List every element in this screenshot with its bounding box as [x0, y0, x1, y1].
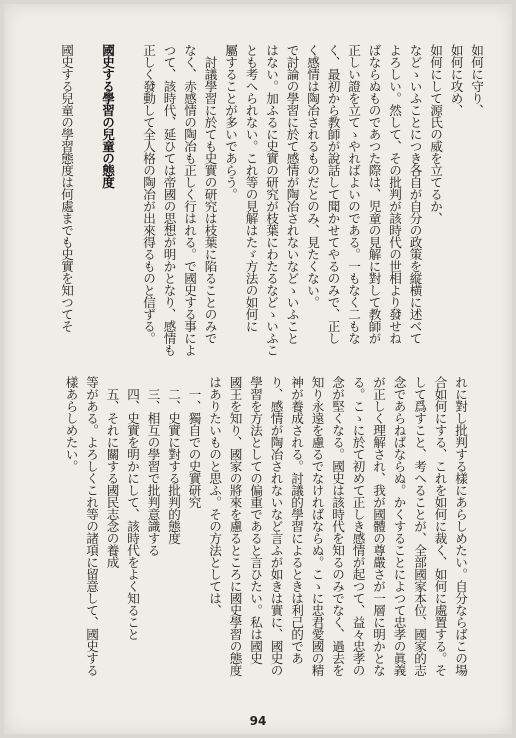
text-line — [76, 44, 97, 344]
text-line: 屬することが多いであらう。 — [223, 44, 238, 200]
list-item: 一、獨自での史實研究 — [186, 388, 202, 508]
text-line: 神が養成される。討議的學習によるときは利己的であ — [289, 376, 304, 664]
list-item: 三、相互の學習で批判意識する — [145, 388, 161, 556]
text-line: ばならぬものであつた際は、児童の見解に對して教師が — [366, 44, 382, 344]
text-line: 正しい證を立てゝやればよいのである。一もなく二もな — [346, 44, 361, 344]
text-line: 念が堅くなる。國史は該時代を知るのみでなく、過去を — [330, 376, 345, 676]
text-line: 討議學習に於ても史實の研究は枝葉に陷ることのみで — [202, 44, 218, 344]
text-line: く感情は陶冶されるものだとのみ、見たくない。 — [305, 44, 320, 308]
list-item: 二、史實に對する批判的態度 — [166, 388, 181, 544]
text-line: とも考へられない。これ等の見解はたゞ方法の如何に — [243, 44, 259, 332]
text-line: く、最初から教師が說話して聞かせてやるのみで、正し — [325, 44, 341, 344]
text-line: 樣あらしめたい。 — [63, 376, 79, 472]
lower-text-block — [60, 376, 470, 681]
book-page — [4, 4, 512, 734]
text-line: はありたいものと思ふ。その方法としては、 — [207, 376, 222, 616]
text-line: 如何に守り、 — [469, 44, 484, 116]
text-line: で討論の學習に於て感情が陶冶されないなどゝいふこと — [284, 44, 300, 344]
text-line: 國史する兒童の學習態度は何處までも史實を知つてそ — [59, 44, 74, 332]
text-line: よろしい。然して、その批判が該時代の世相より發せね — [387, 44, 402, 344]
text-line: 知り永遠を慮るでなければならぬ。こゝに忠君愛國の精 — [309, 376, 325, 676]
text-line: 念であらねばならぬ。かくすることによつて忠孝の眞義 — [391, 376, 407, 676]
text-line: が正しく理解され、我が國體の尊嚴さが一層に明かとな — [371, 376, 386, 676]
text-line: 如何にして源氏の威を立てるか、 — [428, 44, 443, 224]
text-line: つて、該時代、延ひては帝國の思想が明かとなり、感情も — [161, 44, 177, 356]
list-item: 五、それに關する國民志念の養成 — [104, 388, 120, 568]
text-line: 合如何にする、これを如何に裁く、如何に處置する。そ — [432, 376, 448, 676]
text-line: なく、赤感情の陶冶も正しく行はれる。で國史する事によ — [182, 44, 197, 356]
text-line — [117, 44, 138, 344]
page-number: 94 — [249, 714, 267, 728]
text-line: 正しく發動して全人格の陶冶が出來得るものと信ずる。 — [141, 44, 156, 344]
text-line: る。こゝに於て初めて正しき感情が起つて、益々忠孝の — [350, 376, 366, 676]
upper-text-block — [56, 44, 487, 356]
text-line: はない。加ふるに史實の研究が枝葉にわたるなどゝいふこ — [264, 44, 279, 356]
text-line: 國王を知り、國家の將來を慮るところに國史學習の態度 — [227, 376, 243, 676]
list-item: 四、史實を明かにして、該時代をよく知ること — [125, 388, 140, 640]
text-line: などゝいふことにつき各自が自分の政策を縦横に述べて — [407, 44, 423, 344]
section-heading: 國史する學習の兒童の態度 — [100, 44, 115, 188]
text-line: して爲すこと、考へることが、全部國家本位、國家的志 — [412, 376, 427, 676]
text-line: り、感情が陶冶されないなど言ふが如きは實に、國史の — [268, 376, 284, 676]
text-line: れに對し批判する樣にあらしめたい。自分ならばこの場 — [453, 376, 468, 676]
text-line: 學習を方法としての偏重であると言ひたい。私は國史 — [248, 376, 263, 664]
text-line: 如何に攻め、 — [448, 44, 464, 116]
text-line: 等がある。よろしくこれ等の諸項に留意して、國史する — [84, 376, 99, 676]
